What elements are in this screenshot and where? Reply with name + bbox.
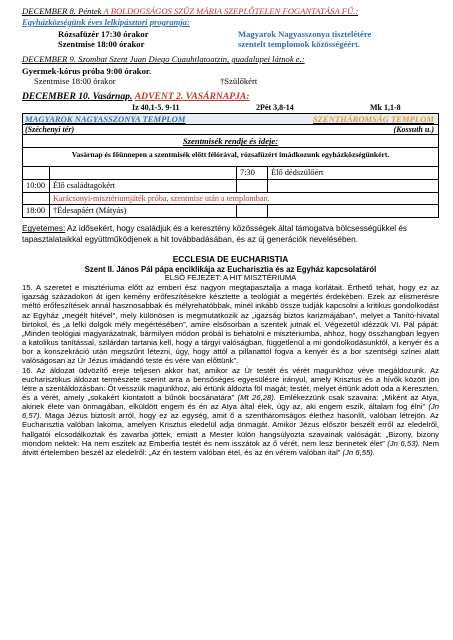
- dec8-date: DECEMBER 8. Péntek: [22, 6, 102, 16]
- egyetemes-text: Az idősekért, hogy családjuk és a keresztény közösségek által támogatva bölcsességükkel és tapasztalataikkal együttműködjenek a hit továbbadásában, és az új generációk nevelésében.: [22, 224, 408, 244]
- citation-jn657: (Jn 6,57).: [22, 402, 439, 421]
- paragraph-16-part4: Nem átvitt értelemben beszél az eledelről: „Az én testem valóban étel, és az én vérem valóban ital”: [22, 438, 439, 457]
- dec8-row2: [22, 39, 439, 49]
- mass-time: 10:00: [23, 180, 50, 193]
- encyclical-section: [22, 255, 439, 457]
- dec8-row1: [22, 29, 439, 39]
- mass-row: [23, 192, 438, 205]
- paragraph-16-part2: Emlékezzünk csak szavaira: „Miként az Atya, akinek élete van önmagában, elküldött engem és én az Atya által élek, úgy az, aki engem eszik, általam fog élni”: [22, 393, 439, 412]
- reading-2: 2Pét 3,8-14: [256, 102, 294, 112]
- reading-1: Iz 40,1-5. 9-11: [132, 102, 180, 112]
- church-header: [23, 114, 438, 125]
- dec8-feast: A BOLDOGSÁGOS SZŰZ MÁRIA SZEPLŐTELEN FOGANTATÁSA FŰ.:: [103, 6, 359, 16]
- encyclical-body: [22, 283, 439, 457]
- citation-mt: (Mt 26,28).: [237, 393, 276, 402]
- mass-row: [23, 205, 438, 217]
- dec8-program-title: Egyházközségünk éves lelkipásztori programja:: [22, 17, 190, 28]
- dec10-sunday: ADVENT 2. VASÁRNAPJA:: [134, 91, 250, 103]
- church-sub: [23, 125, 438, 135]
- encyclical-chapter: ELSŐ FEJEZET: A HIT MISZTÉRIUMA: [164, 273, 297, 283]
- encyclical-subtitle: Szent II. János Pál pápa enciklikája az Eucharisztia és az Egyház kapcsolatáról: [84, 265, 377, 275]
- dec8-mass: Szentmise 18:00 órakor: [58, 39, 145, 50]
- mass-row: [23, 180, 438, 193]
- dec8-intention1: Magyarok Nagyasszonya tisztelétére: [238, 29, 372, 40]
- citation-jn653: (Jn 6,53).: [387, 438, 421, 448]
- dec10-header: [22, 91, 439, 102]
- church-sub-left: (Széchenyi tér): [25, 124, 75, 134]
- egyetemes-label: Egyetemes:: [22, 224, 66, 234]
- mass-order-title: Szentmisék rendje és ideje:: [23, 135, 438, 148]
- mass-intention: †Édesapáért (Mátyás): [50, 205, 237, 217]
- dec9-date: DECEMBER 9. Szombat Szent Juan Diego Cuauhtlatoatzin, guadalupei látnok e.:: [22, 54, 305, 65]
- citation-jn655: (Jn 6,55).: [342, 447, 375, 457]
- mass-time: 18:00: [23, 205, 50, 217]
- mass-time: 7:30: [237, 167, 268, 179]
- reading-3: Mk 1,1-8: [370, 102, 401, 112]
- dec8-header: [22, 6, 439, 16]
- church-left: MAGYAROK NAGYASSZONYA TEMPLOM: [25, 113, 186, 124]
- church-sub-right: (Kossuth u.): [393, 124, 434, 134]
- dec9-intention: †Szülőkért: [220, 76, 258, 87]
- encyclical-title: ECCLESIA DE EUCHARISTIA: [172, 254, 289, 265]
- mass-event: Karácsonyi-misztériumjáték próba, szentmise után a templomban.: [50, 192, 439, 205]
- mass-intention: Élő dédszülőért: [268, 167, 439, 179]
- dec8-intention2: szentelt templomok közösségéért.: [238, 39, 360, 50]
- dec9-choir: Gyermek-kórus próba 9:00 órakor.: [22, 66, 152, 77]
- paragraph-15: 15. A szeretet e misztériuma előtt az emberi ész nagyon megtapasztalja a maga korlátait. Érthető tehát, hogy ez az igazság századokon át igen kemény erőfeszítésekre késztette a teológiát a megértés érdekében. Ezek az elismerésre méltó erőfeszítések annál hasznosabbak és mélyrehatóbbak, minél inkább össze tudják kapcsolni a kritikus gondolkodást az Egyház „megélt hitével”, mely különösen is megmutatkozik az „igazság biztos karizmájában”, melyet a Tanító-hivatal birtokol, és „a lelki dolgok mély megértésében”, amire elsősorban a szentek jutnak el. Végezetül idézzük VI. Pál pápát: „Minden teológiai magyarázatnak, bármilyen módon próbál is behatolni e misztériumba, ahhoz, hogy összhangban legyen a katolikus tanítással, szilárdan tartania kell, hogy a tárgyi valóságban, függetlenül a mi gondolkodásunktól, a kenyér és a bor a konszekráció után megszűnt létezni, úgy, hogy attól a pillanattól fogva a kenyér és a bor szentségi színei alatt valóságosan az Úr Jézus imádandó teste és vére van előttünk”.: [22, 283, 439, 366]
- mass-note: Vasárnap és főünnepen a szentmisék előtt félórával, rózsafüzért imádkozunk egyházközségünkért.: [23, 148, 438, 167]
- mass-row: [23, 167, 438, 179]
- dec10-readings: [22, 103, 439, 112]
- dec8-rosary: Rózsafüzér 17:30 órakor: [58, 29, 149, 40]
- egyetemes-paragraph: [22, 224, 439, 245]
- dec10-date: DECEMBER 10. Vasárnap.: [22, 91, 133, 103]
- mass-times-table: [23, 167, 438, 217]
- church-right: SZENTHÁROMSÁG TEMPLOM: [312, 113, 434, 124]
- paragraph-16-part3: Maga Jézus biztosít arról, hogy ez az egység, amit ő a szentháromságos élethez hasonlít, valóban létrejön. Az Eucharisztia valóban lakoma, amelyen Krisztus eledelül adja önmagát. Amikor Jézus először beszélt erről az eledelről, hallgatói elcsodálkoztak és zavarba jöttek, emiatt a Mester külön hangsúlyozta szavainak valóságát: „Bizony, bizony mondom nektek: Ha nem eszitek az Emberfia testét és nem isszátok az ő vérét, nem lesz bennetek élet”: [22, 411, 439, 448]
- dec9-row2: [22, 76, 439, 86]
- dec9-mass: Szentmise 18:00 órakor: [34, 76, 116, 87]
- mass-intention: Élő családtagokért: [50, 180, 237, 193]
- paragraph-16-part1: 16. Az áldozat üdvözítő ereje teljesen akkor hat, amikor az Úr testét és vérét magunkhoz véve megáldozunk. Az eucharisztikus áldozat természete szerint arra a bensőséges egyesülésre irányul, amely Krisztus és a hívők között jön létre a szentáldozásban: Őt vesszük magunkhoz, aki értünk áldozta föl magát; testét, melyet értünk adott oda a Kereszten, és a vérét, amely „sokakért kiontatott a bűnök bocsánatára”: [22, 365, 439, 402]
- mass-schedule-box: [22, 113, 439, 218]
